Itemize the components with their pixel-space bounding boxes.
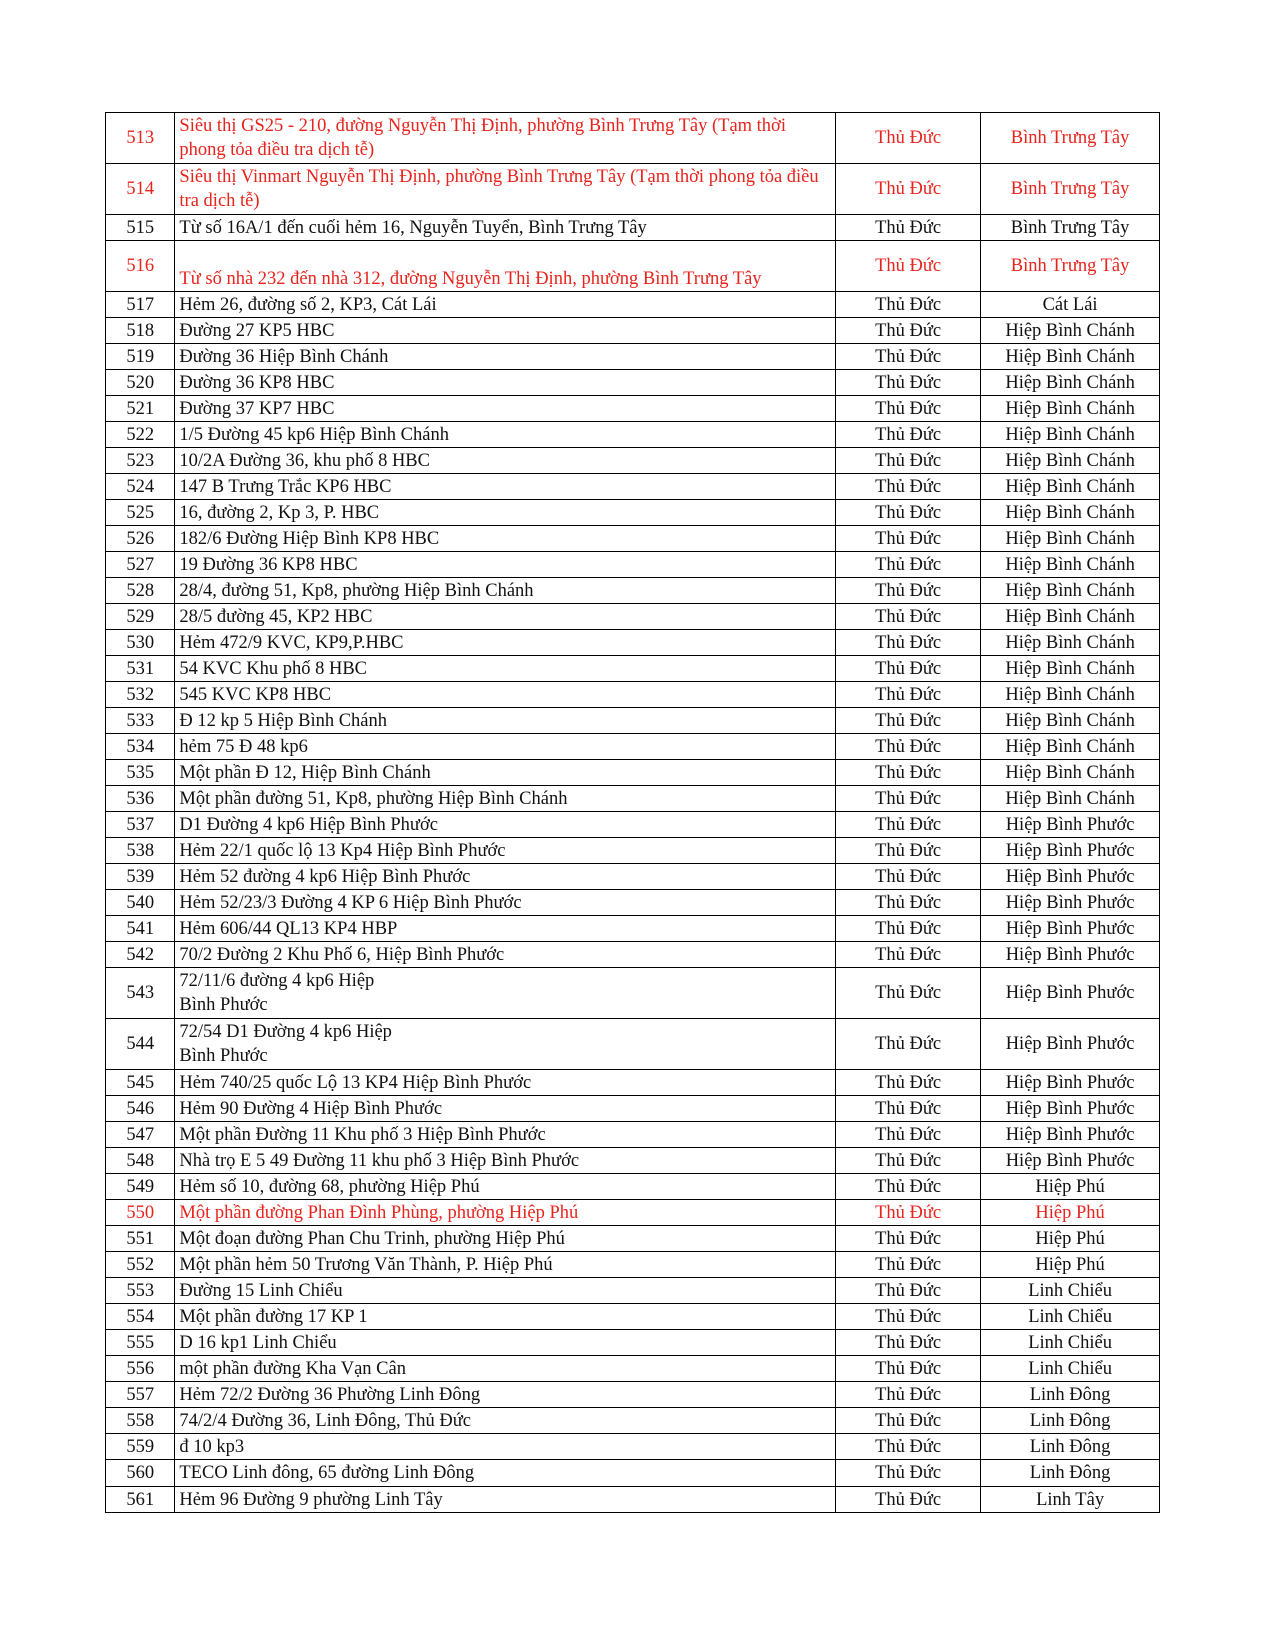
district-cell: Thủ Đức xyxy=(836,1382,981,1408)
district-cell: Thủ Đức xyxy=(836,708,981,734)
district-cell: Thủ Đức xyxy=(836,370,981,396)
district-cell: Thủ Đức xyxy=(836,215,981,241)
table-row xyxy=(106,448,1160,474)
district-cell: Thủ Đức xyxy=(836,1122,981,1148)
table-row xyxy=(106,1408,1160,1434)
district-cell: Thủ Đức xyxy=(836,1487,981,1513)
district-cell: Thủ Đức xyxy=(836,241,981,292)
row-number-cell: 521 xyxy=(106,396,175,422)
district-cell: Thủ Đức xyxy=(836,552,981,578)
ward-cell: Linh Tây xyxy=(981,1487,1160,1513)
ward-cell: Hiệp Bình Chánh xyxy=(981,786,1160,812)
row-number-cell: 546 xyxy=(106,1096,175,1122)
ward-cell: Hiệp Bình Phước xyxy=(981,1096,1160,1122)
ward-cell: Hiệp Bình Chánh xyxy=(981,578,1160,604)
table-row xyxy=(106,113,1160,164)
table-row xyxy=(106,890,1160,916)
ward-cell: Hiệp Bình Chánh xyxy=(981,760,1160,786)
row-number-cell: 537 xyxy=(106,812,175,838)
row-number-cell: 533 xyxy=(106,708,175,734)
ward-cell: Bình Trưng Tây xyxy=(981,113,1160,164)
address-cell: D1 Đường 4 kp6 Hiệp Bình Phước xyxy=(175,812,836,838)
row-number-cell: 559 xyxy=(106,1434,175,1460)
row-number-cell: 535 xyxy=(106,760,175,786)
ward-cell: Hiệp Bình Phước xyxy=(981,812,1160,838)
address-cell: 74/2/4 Đường 36, Linh Đông, Thủ Đức xyxy=(175,1408,836,1434)
address-cell: Từ số nhà 232 đến nhà 312, đường Nguyễn Thị Định, phường Bình Trưng Tây xyxy=(175,241,836,292)
ward-cell: Hiệp Bình Phước xyxy=(981,890,1160,916)
district-cell: Thủ Đức xyxy=(836,1070,981,1096)
table-row xyxy=(106,370,1160,396)
ward-cell: Hiệp Bình Chánh xyxy=(981,474,1160,500)
table-row xyxy=(106,812,1160,838)
table-row xyxy=(106,1434,1160,1460)
address-cell: Nhà trọ E 5 49 Đường 11 khu phố 3 Hiệp Bình Phước xyxy=(175,1148,836,1174)
address-cell: một phần đường Kha Vạn Cân xyxy=(175,1356,836,1382)
address-cell: Hẻm 606/44 QL13 KP4 HBP xyxy=(175,916,836,942)
address-cell: Một phần Đường 11 Khu phố 3 Hiệp Bình Phước xyxy=(175,1122,836,1148)
district-cell: Thủ Đức xyxy=(836,786,981,812)
ward-cell: Hiệp Bình Phước xyxy=(981,1019,1160,1070)
address-cell: Hẻm 740/25 quốc Lộ 13 KP4 Hiệp Bình Phước xyxy=(175,1070,836,1096)
address-cell: Hẻm 72/2 Đường 36 Phường Linh Đông xyxy=(175,1382,836,1408)
row-number-cell: 554 xyxy=(106,1304,175,1330)
address-cell: Một phần đường 51, Kp8, phường Hiệp Bình Chánh xyxy=(175,786,836,812)
ward-cell: Linh Chiểu xyxy=(981,1278,1160,1304)
table-row xyxy=(106,1304,1160,1330)
table-row xyxy=(106,656,1160,682)
row-number-cell: 527 xyxy=(106,552,175,578)
address-cell: D 16 kp1 Linh Chiểu xyxy=(175,1330,836,1356)
row-number-cell: 525 xyxy=(106,500,175,526)
table-row xyxy=(106,942,1160,968)
address-cell: Đ 12 kp 5 Hiệp Bình Chánh xyxy=(175,708,836,734)
table-row xyxy=(106,630,1160,656)
address-cell: Từ số 16A/1 đến cuối hẻm 16, Nguyễn Tuyển, Bình Trưng Tây xyxy=(175,215,836,241)
ward-cell: Hiệp Phú xyxy=(981,1174,1160,1200)
district-cell: Thủ Đức xyxy=(836,1174,981,1200)
ward-cell: Bình Trưng Tây xyxy=(981,164,1160,215)
address-cell: Hẻm số 10, đường 68, phường Hiệp Phú xyxy=(175,1174,836,1200)
ward-cell: Hiệp Bình Chánh xyxy=(981,396,1160,422)
row-number-cell: 556 xyxy=(106,1356,175,1382)
district-cell: Thủ Đức xyxy=(836,916,981,942)
district-cell: Thủ Đức xyxy=(836,734,981,760)
address-cell: 545 KVC KP8 HBC xyxy=(175,682,836,708)
ward-cell: Hiệp Bình Phước xyxy=(981,1122,1160,1148)
ward-cell: Linh Chiểu xyxy=(981,1304,1160,1330)
row-number-cell: 522 xyxy=(106,422,175,448)
table-row xyxy=(106,760,1160,786)
table-row xyxy=(106,318,1160,344)
ward-cell: Cát Lái xyxy=(981,292,1160,318)
address-cell: 70/2 Đường 2 Khu Phố 6, Hiệp Bình Phước xyxy=(175,942,836,968)
ward-cell: Hiệp Bình Phước xyxy=(981,916,1160,942)
row-number-cell: 555 xyxy=(106,1330,175,1356)
table-row xyxy=(106,838,1160,864)
lockdown-area-table xyxy=(105,112,1160,1513)
district-cell: Thủ Đức xyxy=(836,630,981,656)
row-number-cell: 515 xyxy=(106,215,175,241)
ward-cell: Hiệp Phú xyxy=(981,1252,1160,1278)
ward-cell: Hiệp Phú xyxy=(981,1200,1160,1226)
row-number-cell: 520 xyxy=(106,370,175,396)
district-cell: Thủ Đức xyxy=(836,1408,981,1434)
address-cell: Một phần Đ 12, Hiệp Bình Chánh xyxy=(175,760,836,786)
ward-cell: Hiệp Bình Chánh xyxy=(981,370,1160,396)
ward-cell: Hiệp Bình Phước xyxy=(981,838,1160,864)
district-cell: Thủ Đức xyxy=(836,1252,981,1278)
row-number-cell: 528 xyxy=(106,578,175,604)
district-cell: Thủ Đức xyxy=(836,113,981,164)
address-cell: Đường 36 Hiệp Bình Chánh xyxy=(175,344,836,370)
row-number-cell: 549 xyxy=(106,1174,175,1200)
table-row xyxy=(106,1382,1160,1408)
row-number-cell: 561 xyxy=(106,1487,175,1513)
address-cell: Một phần hẻm 50 Trương Văn Thành, P. Hiệp Phú xyxy=(175,1252,836,1278)
table-row xyxy=(106,1174,1160,1200)
address-cell: Hẻm 26, đường số 2, KP3, Cát Lái xyxy=(175,292,836,318)
table-row xyxy=(106,1096,1160,1122)
ward-cell: Linh Chiểu xyxy=(981,1356,1160,1382)
ward-cell: Hiệp Bình Chánh xyxy=(981,656,1160,682)
row-number-cell: 519 xyxy=(106,344,175,370)
row-number-cell: 550 xyxy=(106,1200,175,1226)
row-number-cell: 544 xyxy=(106,1019,175,1070)
district-cell: Thủ Đức xyxy=(836,448,981,474)
table-row xyxy=(106,164,1160,215)
row-number-cell: 538 xyxy=(106,838,175,864)
district-cell: Thủ Đức xyxy=(836,968,981,1019)
ward-cell: Hiệp Bình Chánh xyxy=(981,734,1160,760)
district-cell: Thủ Đức xyxy=(836,1434,981,1460)
ward-cell: Linh Đông xyxy=(981,1382,1160,1408)
row-number-cell: 531 xyxy=(106,656,175,682)
district-cell: Thủ Đức xyxy=(836,1356,981,1382)
row-number-cell: 523 xyxy=(106,448,175,474)
row-number-cell: 518 xyxy=(106,318,175,344)
table-row xyxy=(106,1460,1160,1487)
table-body xyxy=(106,113,1160,1513)
row-number-cell: 547 xyxy=(106,1122,175,1148)
row-number-cell: 540 xyxy=(106,890,175,916)
table-row xyxy=(106,500,1160,526)
address-cell: Hẻm 472/9 KVC, KP9,P.HBC xyxy=(175,630,836,656)
row-number-cell: 557 xyxy=(106,1382,175,1408)
district-cell: Thủ Đức xyxy=(836,1330,981,1356)
ward-cell: Hiệp Bình Chánh xyxy=(981,682,1160,708)
district-cell: Thủ Đức xyxy=(836,604,981,630)
row-number-cell: 516 xyxy=(106,241,175,292)
table-row xyxy=(106,1200,1160,1226)
district-cell: Thủ Đức xyxy=(836,1200,981,1226)
address-cell: 54 KVC Khu phố 8 HBC xyxy=(175,656,836,682)
row-number-cell: 560 xyxy=(106,1460,175,1487)
address-cell: Một đoạn đường Phan Chu Trinh, phường Hiệp Phú xyxy=(175,1226,836,1252)
table-row xyxy=(106,344,1160,370)
district-cell: Thủ Đức xyxy=(836,1278,981,1304)
row-number-cell: 553 xyxy=(106,1278,175,1304)
district-cell: Thủ Đức xyxy=(836,942,981,968)
table-row xyxy=(106,215,1160,241)
table-row xyxy=(106,1070,1160,1096)
district-cell: Thủ Đức xyxy=(836,500,981,526)
ward-cell: Hiệp Phú xyxy=(981,1226,1160,1252)
ward-cell: Linh Đông xyxy=(981,1460,1160,1487)
ward-cell: Hiệp Bình Phước xyxy=(981,1070,1160,1096)
address-cell: 28/5 đường 45, KP2 HBC xyxy=(175,604,836,630)
district-cell: Thủ Đức xyxy=(836,474,981,500)
district-cell: Thủ Đức xyxy=(836,812,981,838)
row-number-cell: 552 xyxy=(106,1252,175,1278)
ward-cell: Hiệp Bình Chánh xyxy=(981,448,1160,474)
table-row xyxy=(106,1487,1160,1513)
district-cell: Thủ Đức xyxy=(836,864,981,890)
row-number-cell: 530 xyxy=(106,630,175,656)
ward-cell: Hiệp Bình Phước xyxy=(981,1148,1160,1174)
address-cell: Hẻm 52/23/3 Đường 4 KP 6 Hiệp Bình Phước xyxy=(175,890,836,916)
ward-cell: Linh Chiểu xyxy=(981,1330,1160,1356)
address-cell: 10/2A Đường 36, khu phố 8 HBC xyxy=(175,448,836,474)
table-row xyxy=(106,1019,1160,1070)
address-cell: 19 Đường 36 KP8 HBC xyxy=(175,552,836,578)
row-number-cell: 513 xyxy=(106,113,175,164)
ward-cell: Hiệp Bình Chánh xyxy=(981,630,1160,656)
address-cell: Một phần đường Phan Đình Phùng, phường Hiệp Phú xyxy=(175,1200,836,1226)
table-row xyxy=(106,682,1160,708)
table-row xyxy=(106,1148,1160,1174)
row-number-cell: 532 xyxy=(106,682,175,708)
address-cell: hẻm 75 Đ 48 kp6 xyxy=(175,734,836,760)
row-number-cell: 526 xyxy=(106,526,175,552)
table-row xyxy=(106,422,1160,448)
row-number-cell: 524 xyxy=(106,474,175,500)
district-cell: Thủ Đức xyxy=(836,318,981,344)
address-cell: Siêu thị Vinmart Nguyễn Thị Định, phường Bình Trưng Tây (Tạm thời phong tỏa điều tra dịch tễ) xyxy=(175,164,836,215)
row-number-cell: 542 xyxy=(106,942,175,968)
address-cell: 72/11/6 đường 4 kp6 Hiệp Bình Phước xyxy=(175,968,836,1019)
address-cell: 182/6 Đường Hiệp Bình KP8 HBC xyxy=(175,526,836,552)
ward-cell: Hiệp Bình Phước xyxy=(981,968,1160,1019)
address-cell: 72/54 D1 Đường 4 kp6 Hiệp Bình Phước xyxy=(175,1019,836,1070)
district-cell: Thủ Đức xyxy=(836,1148,981,1174)
district-cell: Thủ Đức xyxy=(836,526,981,552)
ward-cell: Hiệp Bình Chánh xyxy=(981,422,1160,448)
district-cell: Thủ Đức xyxy=(836,292,981,318)
table-row xyxy=(106,1252,1160,1278)
district-cell: Thủ Đức xyxy=(836,344,981,370)
address-cell: 16, đường 2, Kp 3, P. HBC xyxy=(175,500,836,526)
ward-cell: Bình Trưng Tây xyxy=(981,241,1160,292)
row-number-cell: 543 xyxy=(106,968,175,1019)
row-number-cell: 545 xyxy=(106,1070,175,1096)
row-number-cell: 548 xyxy=(106,1148,175,1174)
address-cell: Hẻm 90 Đường 4 Hiệp Bình Phước xyxy=(175,1096,836,1122)
district-cell: Thủ Đức xyxy=(836,578,981,604)
ward-cell: Hiệp Bình Phước xyxy=(981,942,1160,968)
address-cell: Hẻm 96 Đường 9 phường Linh Tây xyxy=(175,1487,836,1513)
row-number-cell: 534 xyxy=(106,734,175,760)
table-row xyxy=(106,578,1160,604)
ward-cell: Hiệp Bình Chánh xyxy=(981,318,1160,344)
table-row xyxy=(106,708,1160,734)
address-cell: Đường 37 KP7 HBC xyxy=(175,396,836,422)
row-number-cell: 539 xyxy=(106,864,175,890)
address-cell: Siêu thị GS25 - 210, đường Nguyễn Thị Định, phường Bình Trưng Tây (Tạm thời phong tỏa điều tra dịch tễ) xyxy=(175,113,836,164)
table-row xyxy=(106,552,1160,578)
address-cell: Đường 36 KP8 HBC xyxy=(175,370,836,396)
district-cell: Thủ Đức xyxy=(836,1096,981,1122)
district-cell: Thủ Đức xyxy=(836,1226,981,1252)
table-row xyxy=(106,1278,1160,1304)
district-cell: Thủ Đức xyxy=(836,760,981,786)
ward-cell: Hiệp Bình Chánh xyxy=(981,526,1160,552)
table-row xyxy=(106,734,1160,760)
district-cell: Thủ Đức xyxy=(836,682,981,708)
ward-cell: Hiệp Bình Chánh xyxy=(981,500,1160,526)
table-row xyxy=(106,1330,1160,1356)
address-cell: Đường 27 KP5 HBC xyxy=(175,318,836,344)
address-cell: đ 10 kp3 xyxy=(175,1434,836,1460)
ward-cell: Bình Trưng Tây xyxy=(981,215,1160,241)
row-number-cell: 514 xyxy=(106,164,175,215)
district-cell: Thủ Đức xyxy=(836,656,981,682)
table-row xyxy=(106,604,1160,630)
table-row xyxy=(106,968,1160,1019)
table-row xyxy=(106,786,1160,812)
district-cell: Thủ Đức xyxy=(836,1304,981,1330)
table-row xyxy=(106,1226,1160,1252)
district-cell: Thủ Đức xyxy=(836,1460,981,1487)
district-cell: Thủ Đức xyxy=(836,838,981,864)
table-row xyxy=(106,1122,1160,1148)
table-row xyxy=(106,292,1160,318)
table-row xyxy=(106,916,1160,942)
row-number-cell: 551 xyxy=(106,1226,175,1252)
district-cell: Thủ Đức xyxy=(836,396,981,422)
address-cell: Hẻm 22/1 quốc lộ 13 Kp4 Hiệp Bình Phước xyxy=(175,838,836,864)
row-number-cell: 517 xyxy=(106,292,175,318)
district-cell: Thủ Đức xyxy=(836,164,981,215)
table-row xyxy=(106,1356,1160,1382)
row-number-cell: 536 xyxy=(106,786,175,812)
address-cell: Đường 15 Linh Chiểu xyxy=(175,1278,836,1304)
address-cell: 28/4, đường 51, Kp8, phường Hiệp Bình Chánh xyxy=(175,578,836,604)
table-row xyxy=(106,241,1160,292)
ward-cell: Hiệp Bình Phước xyxy=(981,864,1160,890)
ward-cell: Linh Đông xyxy=(981,1434,1160,1460)
ward-cell: Hiệp Bình Chánh xyxy=(981,604,1160,630)
ward-cell: Hiệp Bình Chánh xyxy=(981,552,1160,578)
table-row xyxy=(106,396,1160,422)
table-row xyxy=(106,474,1160,500)
address-cell: Hẻm 52 đường 4 kp6 Hiệp Bình Phước xyxy=(175,864,836,890)
row-number-cell: 541 xyxy=(106,916,175,942)
district-cell: Thủ Đức xyxy=(836,890,981,916)
district-cell: Thủ Đức xyxy=(836,422,981,448)
district-cell: Thủ Đức xyxy=(836,1019,981,1070)
row-number-cell: 529 xyxy=(106,604,175,630)
address-cell: Một phần đường 17 KP 1 xyxy=(175,1304,836,1330)
ward-cell: Hiệp Bình Chánh xyxy=(981,344,1160,370)
table-row xyxy=(106,526,1160,552)
table-row xyxy=(106,864,1160,890)
ward-cell: Hiệp Bình Chánh xyxy=(981,708,1160,734)
address-cell: TECO Linh đông, 65 đường Linh Đông xyxy=(175,1460,836,1487)
row-number-cell: 558 xyxy=(106,1408,175,1434)
ward-cell: Linh Đông xyxy=(981,1408,1160,1434)
address-cell: 1/5 Đường 45 kp6 Hiệp Bình Chánh xyxy=(175,422,836,448)
address-cell: 147 B Trưng Trắc KP6 HBC xyxy=(175,474,836,500)
